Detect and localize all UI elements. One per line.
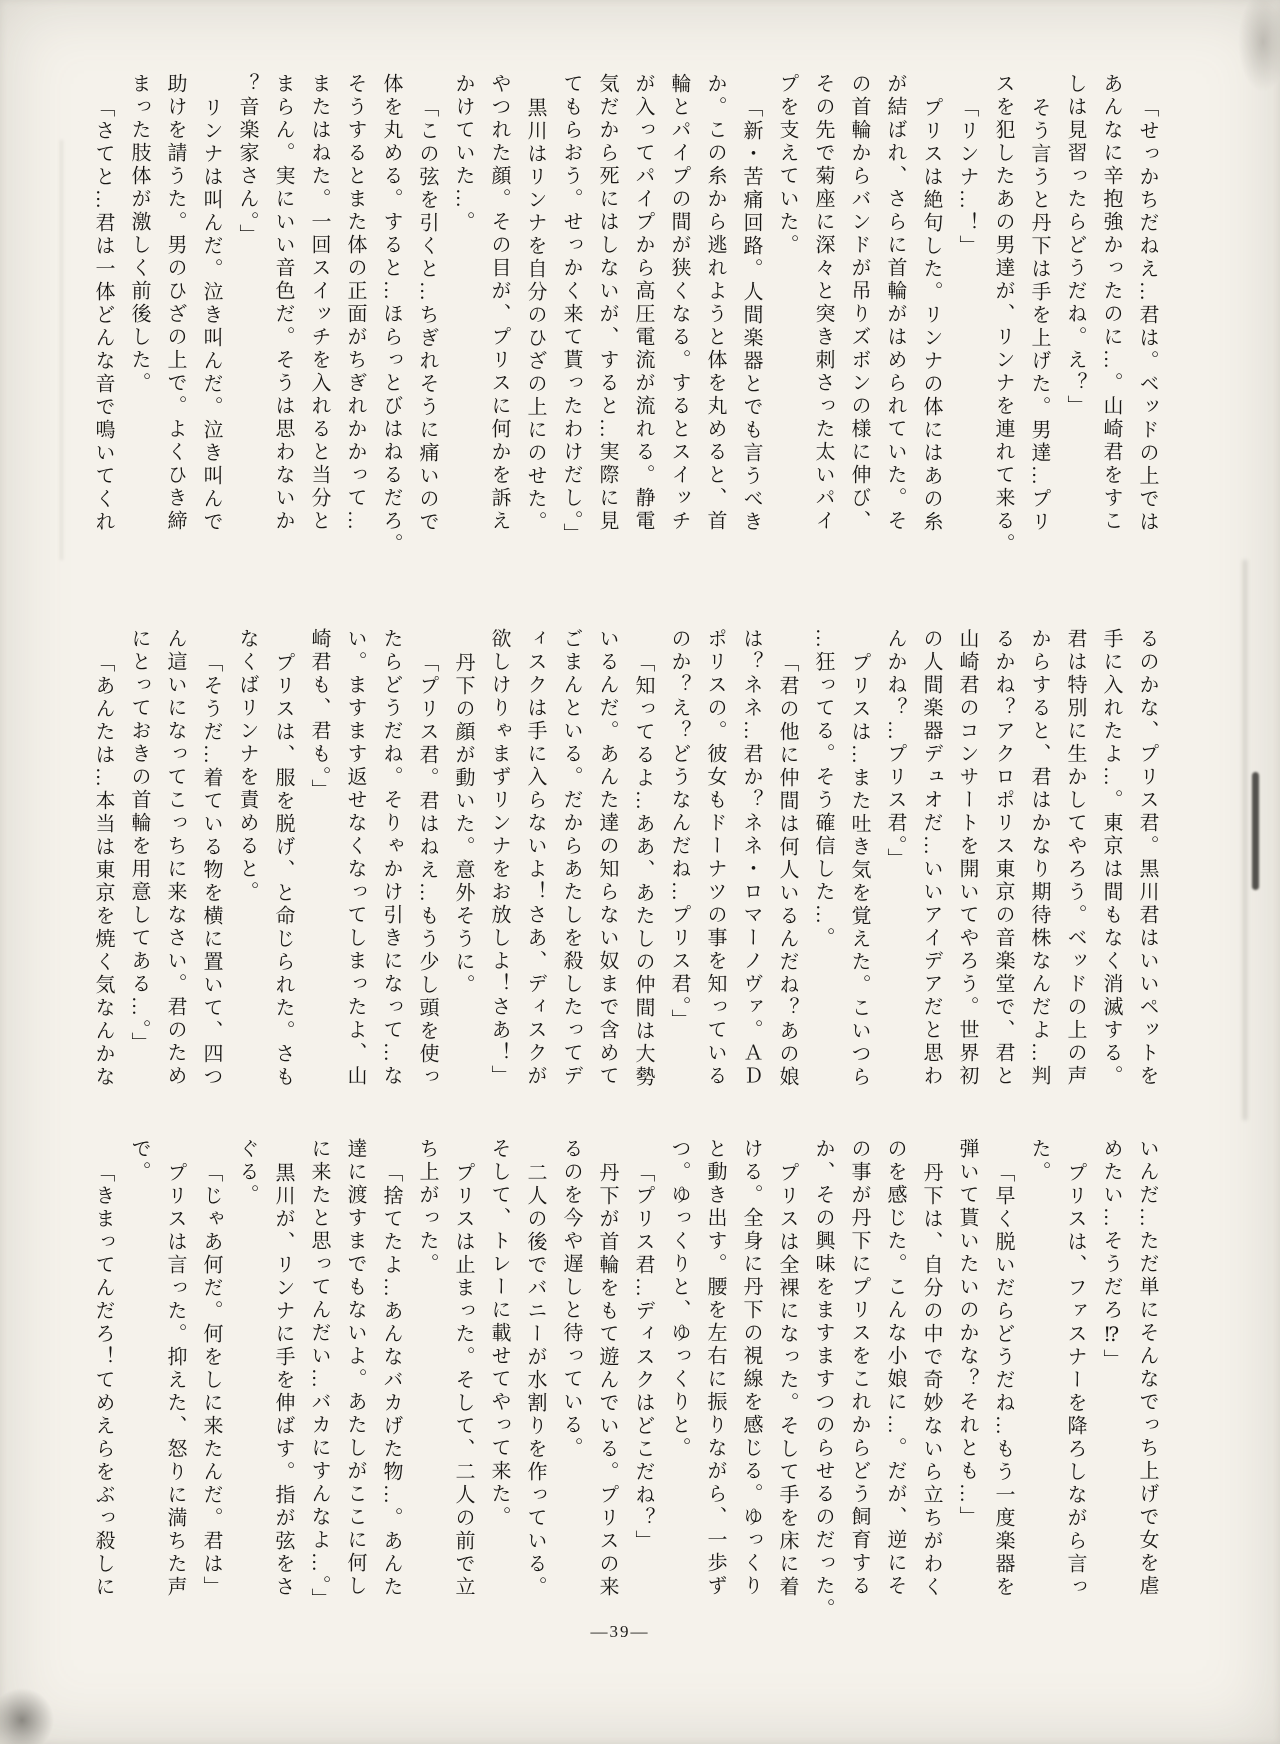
text-column: プリスは、服を脱げ、と命じられた。さも bbox=[272, 652, 294, 1089]
scan-corner-shade bbox=[1238, 0, 1280, 92]
text-column: 「新・苦痛回路。人間楽器とでも言うべき bbox=[740, 97, 762, 534]
text-column: 欲しけりゃまずリンナをお放しよ！さあ！」 bbox=[488, 628, 510, 1088]
text-column: で。 bbox=[128, 1138, 150, 1184]
text-column: まった肢体が激しく前後した。 bbox=[128, 73, 150, 395]
text-column: またはねた。一回スイッチを入れると当分と bbox=[308, 73, 330, 533]
text-column: 「君の他に仲間は何人いるんだね？あの娘 bbox=[776, 652, 798, 1089]
text-column: んかね？…プリス君。」 bbox=[884, 628, 906, 871]
text-column: の首輪からバンドが吊りズボンの様に伸び、 bbox=[848, 73, 870, 533]
text-column: つ。ゆっくりと、ゆっくりと。 bbox=[668, 1138, 690, 1460]
text-column: 崎君も、君も。」 bbox=[308, 628, 330, 802]
scan-corner-smudge bbox=[0, 1688, 54, 1744]
text-column: 黒川が、リンナに手を伸ばす。指が弦をさ bbox=[272, 1162, 294, 1599]
text-column: てもらおう。せっかく来て貰ったわけだし。」 bbox=[560, 73, 582, 546]
text-column: 「知ってるよ…ああ、あたしの仲間は大勢 bbox=[632, 652, 654, 1089]
text-column: いるんだ。あんた達の知らない奴まで含めて bbox=[596, 628, 618, 1088]
text-column: 手に入れたよ…。東京は間もなく消滅する。 bbox=[1100, 628, 1122, 1088]
text-column: ん這いになってこっちに来なさい。君のため bbox=[164, 628, 186, 1088]
text-column: あんなに辛抱強かったのに…。山崎君をすこ bbox=[1100, 73, 1122, 533]
text-column: 君は特別に生かしてやろう。ベッドの上の声 bbox=[1064, 628, 1086, 1088]
text-column: 「あんたは…本当は東京を焼く気なんかな bbox=[92, 652, 114, 1089]
text-column: 「プリス君。君はねえ…もう少し頭を使っ bbox=[416, 652, 438, 1089]
text-column: に来たと思ってんだい…バカにすんなよ…。」 bbox=[308, 1138, 330, 1611]
text-column: 黒川はリンナを自分のひざの上にのせた。 bbox=[524, 97, 546, 534]
text-column: ち上がった。 bbox=[416, 1138, 438, 1276]
text-band-middle bbox=[75, 628, 1165, 1128]
text-column: その先で菊座に深々と突き刺さった太いパイ bbox=[812, 73, 834, 533]
text-column: 「じゃあ何だ。何をしに来たんだ。君は」 bbox=[200, 1162, 222, 1599]
text-column: が結ばれ、さらに首輪がはめられていた。そ bbox=[884, 73, 906, 533]
text-column: が入ってパイプから高圧電流が流れる。静電 bbox=[632, 73, 654, 533]
text-column: か、その興味をますますつのらせるのだった。 bbox=[812, 1138, 834, 1621]
text-column: プリスは止まった。そして、二人の前で立 bbox=[452, 1162, 474, 1599]
text-column: の人間楽器デュオだ…いいアイデアだと思わ bbox=[920, 628, 942, 1088]
text-column: るのかな、プリス君。黒川君はいいペットを bbox=[1136, 628, 1158, 1088]
text-column: 山崎君のコンサートを開いてやろう。世界初 bbox=[956, 628, 978, 1088]
text-column: ごまんといる。だからあたしを殺したってデ bbox=[560, 628, 582, 1088]
text-column: プリスは絶句した。リンナの体にはあの糸 bbox=[920, 97, 942, 534]
text-column: かけていた…。 bbox=[452, 73, 474, 234]
scan-edge-shadow bbox=[1243, 560, 1247, 1120]
text-column: 「この弦を引くと…ちぎれそうに痛いので bbox=[416, 97, 438, 534]
text-column: そう言うと丹下は手を上げた。男達…プリ bbox=[1028, 97, 1050, 534]
text-column: プを支えていた。 bbox=[776, 73, 798, 257]
text-column: そうするとまた体の正面がちぎれかかって… bbox=[344, 73, 366, 533]
text-column: 「プリス君…ディスクはどこだね？」 bbox=[632, 1162, 654, 1553]
text-column: プリスは…また吐き気を覚えた。こいつら bbox=[848, 652, 870, 1089]
text-column: 二人の後でバニーが水割りを作っている。 bbox=[524, 1162, 546, 1599]
text-column: なくばリンナを責めると。 bbox=[236, 628, 258, 904]
text-column: からすると、君はかなり期待株なんだよ…判 bbox=[1028, 628, 1050, 1088]
text-column: プリスは言った。抑えた、怒りに満ちた声 bbox=[164, 1162, 186, 1599]
text-column: 助けを請うた。男のひざの上で。よくひき締 bbox=[164, 73, 186, 533]
text-column: そして、トレーに載せてやって来た。 bbox=[488, 1138, 510, 1529]
text-column: 達に渡すまでもないよ。あたしがここに何し bbox=[344, 1138, 366, 1598]
text-column: るかね？アクロポリス東京の音楽堂で、君と bbox=[992, 628, 1014, 1088]
text-column: か。この糸から逃れようと体を丸めると、首 bbox=[704, 73, 726, 533]
text-column: 「さてと…君は一体どんな音で鳴いてくれ bbox=[92, 97, 114, 534]
text-column: と動き出す。腰を左右に振りながら、一歩ず bbox=[704, 1138, 726, 1598]
text-column: やつれた顔。その目が、プリスに何かを訴え bbox=[488, 73, 510, 533]
text-column: まらん。実にいい音色だ。そうは思わないか bbox=[272, 73, 294, 533]
scan-streak bbox=[1252, 772, 1259, 890]
text-column: た。 bbox=[1028, 1138, 1050, 1184]
text-column: ？音楽家さん。」 bbox=[236, 73, 258, 247]
text-column: 弾いて貰いたいのかな？それとも…」 bbox=[956, 1138, 978, 1529]
text-column: 体を丸める。すると…ほらっとびはねるだろ。 bbox=[380, 73, 402, 556]
text-band-top bbox=[75, 73, 1165, 618]
text-column: スを犯したあの男達が、リンナを連れて来る。 bbox=[992, 73, 1014, 556]
text-column: 「早く脱いだらどうだね…もう一度楽器を bbox=[992, 1162, 1014, 1599]
text-column: …狂ってる。そう確信した…。 bbox=[812, 628, 834, 950]
text-column: 気だから死にはしないが、すると…実際に見 bbox=[596, 73, 618, 533]
text-column: いんだ…ただ単にそんなでっち上げで女を虐 bbox=[1136, 1138, 1158, 1598]
text-column: い。ますます返せなくなってしまったよ、山 bbox=[344, 628, 366, 1088]
page-number: ―39― bbox=[590, 1622, 650, 1641]
text-column: プリスは全裸になった。そして手を床に着 bbox=[776, 1162, 798, 1599]
text-column: 輪とパイプの間が狭くなる。するとスイッチ bbox=[668, 73, 690, 533]
text-column: 丹下が首輪をもて遊んでいる。プリスの来 bbox=[596, 1162, 618, 1599]
text-column: は？ネネ…君か？ネネ・ロマーノヴァ。ＡＤ bbox=[740, 628, 762, 1088]
scan-edge-marks bbox=[60, 140, 63, 560]
text-column: 「捨てたよ…あんなバカげた物…。あんた bbox=[380, 1162, 402, 1599]
text-column: 「きまってんだろ！てめえらをぶっ殺しに bbox=[92, 1162, 114, 1599]
text-column: 丹下は、自分の中で奇妙ないら立ちがわく bbox=[920, 1162, 942, 1599]
text-column: しは見習ったらどうだね。え？」 bbox=[1064, 73, 1086, 418]
text-column: プリスは、ファスナーを降ろしながら言っ bbox=[1064, 1162, 1086, 1599]
text-column: るのを今や遅しと待っている。 bbox=[560, 1138, 582, 1460]
text-column: 「せっかちだねえ…君は。ベッドの上では bbox=[1136, 97, 1158, 534]
text-column: ィスクは手に入らないよ！さあ、ディスクが bbox=[524, 628, 546, 1088]
text-column: にとっておきの首輪を用意してある…。」 bbox=[128, 628, 150, 1055]
text-column: のか？え？どうなんだね…プリス君。」 bbox=[668, 628, 690, 1032]
text-column: ポリスの。彼女もドーナツの事を知っている bbox=[704, 628, 726, 1088]
text-column: ぐる。 bbox=[236, 1138, 258, 1207]
text-column: ける。全身に丹下の視線を感じる。ゆっくり bbox=[740, 1138, 762, 1598]
text-column: の事が丹下にプリスをこれからどう飼育する bbox=[848, 1138, 870, 1598]
text-column: 「そうだ…着ている物を横に置いて、四つ bbox=[200, 652, 222, 1089]
text-column: 丹下の顔が動いた。意外そうに。 bbox=[452, 652, 474, 997]
text-column: たらどうだね。そりゃかけ引きになって…な bbox=[380, 628, 402, 1088]
text-column: 「リンナ…！」 bbox=[956, 97, 978, 258]
text-column: めたい…そうだろ⁉」 bbox=[1100, 1138, 1122, 1372]
text-band-bottom bbox=[75, 1138, 1165, 1638]
text-column: のを感じた。こんな小娘に…。だが、逆にそ bbox=[884, 1138, 906, 1598]
text-column: リンナは叫んだ。泣き叫んだ。泣き叫んで bbox=[200, 97, 222, 534]
